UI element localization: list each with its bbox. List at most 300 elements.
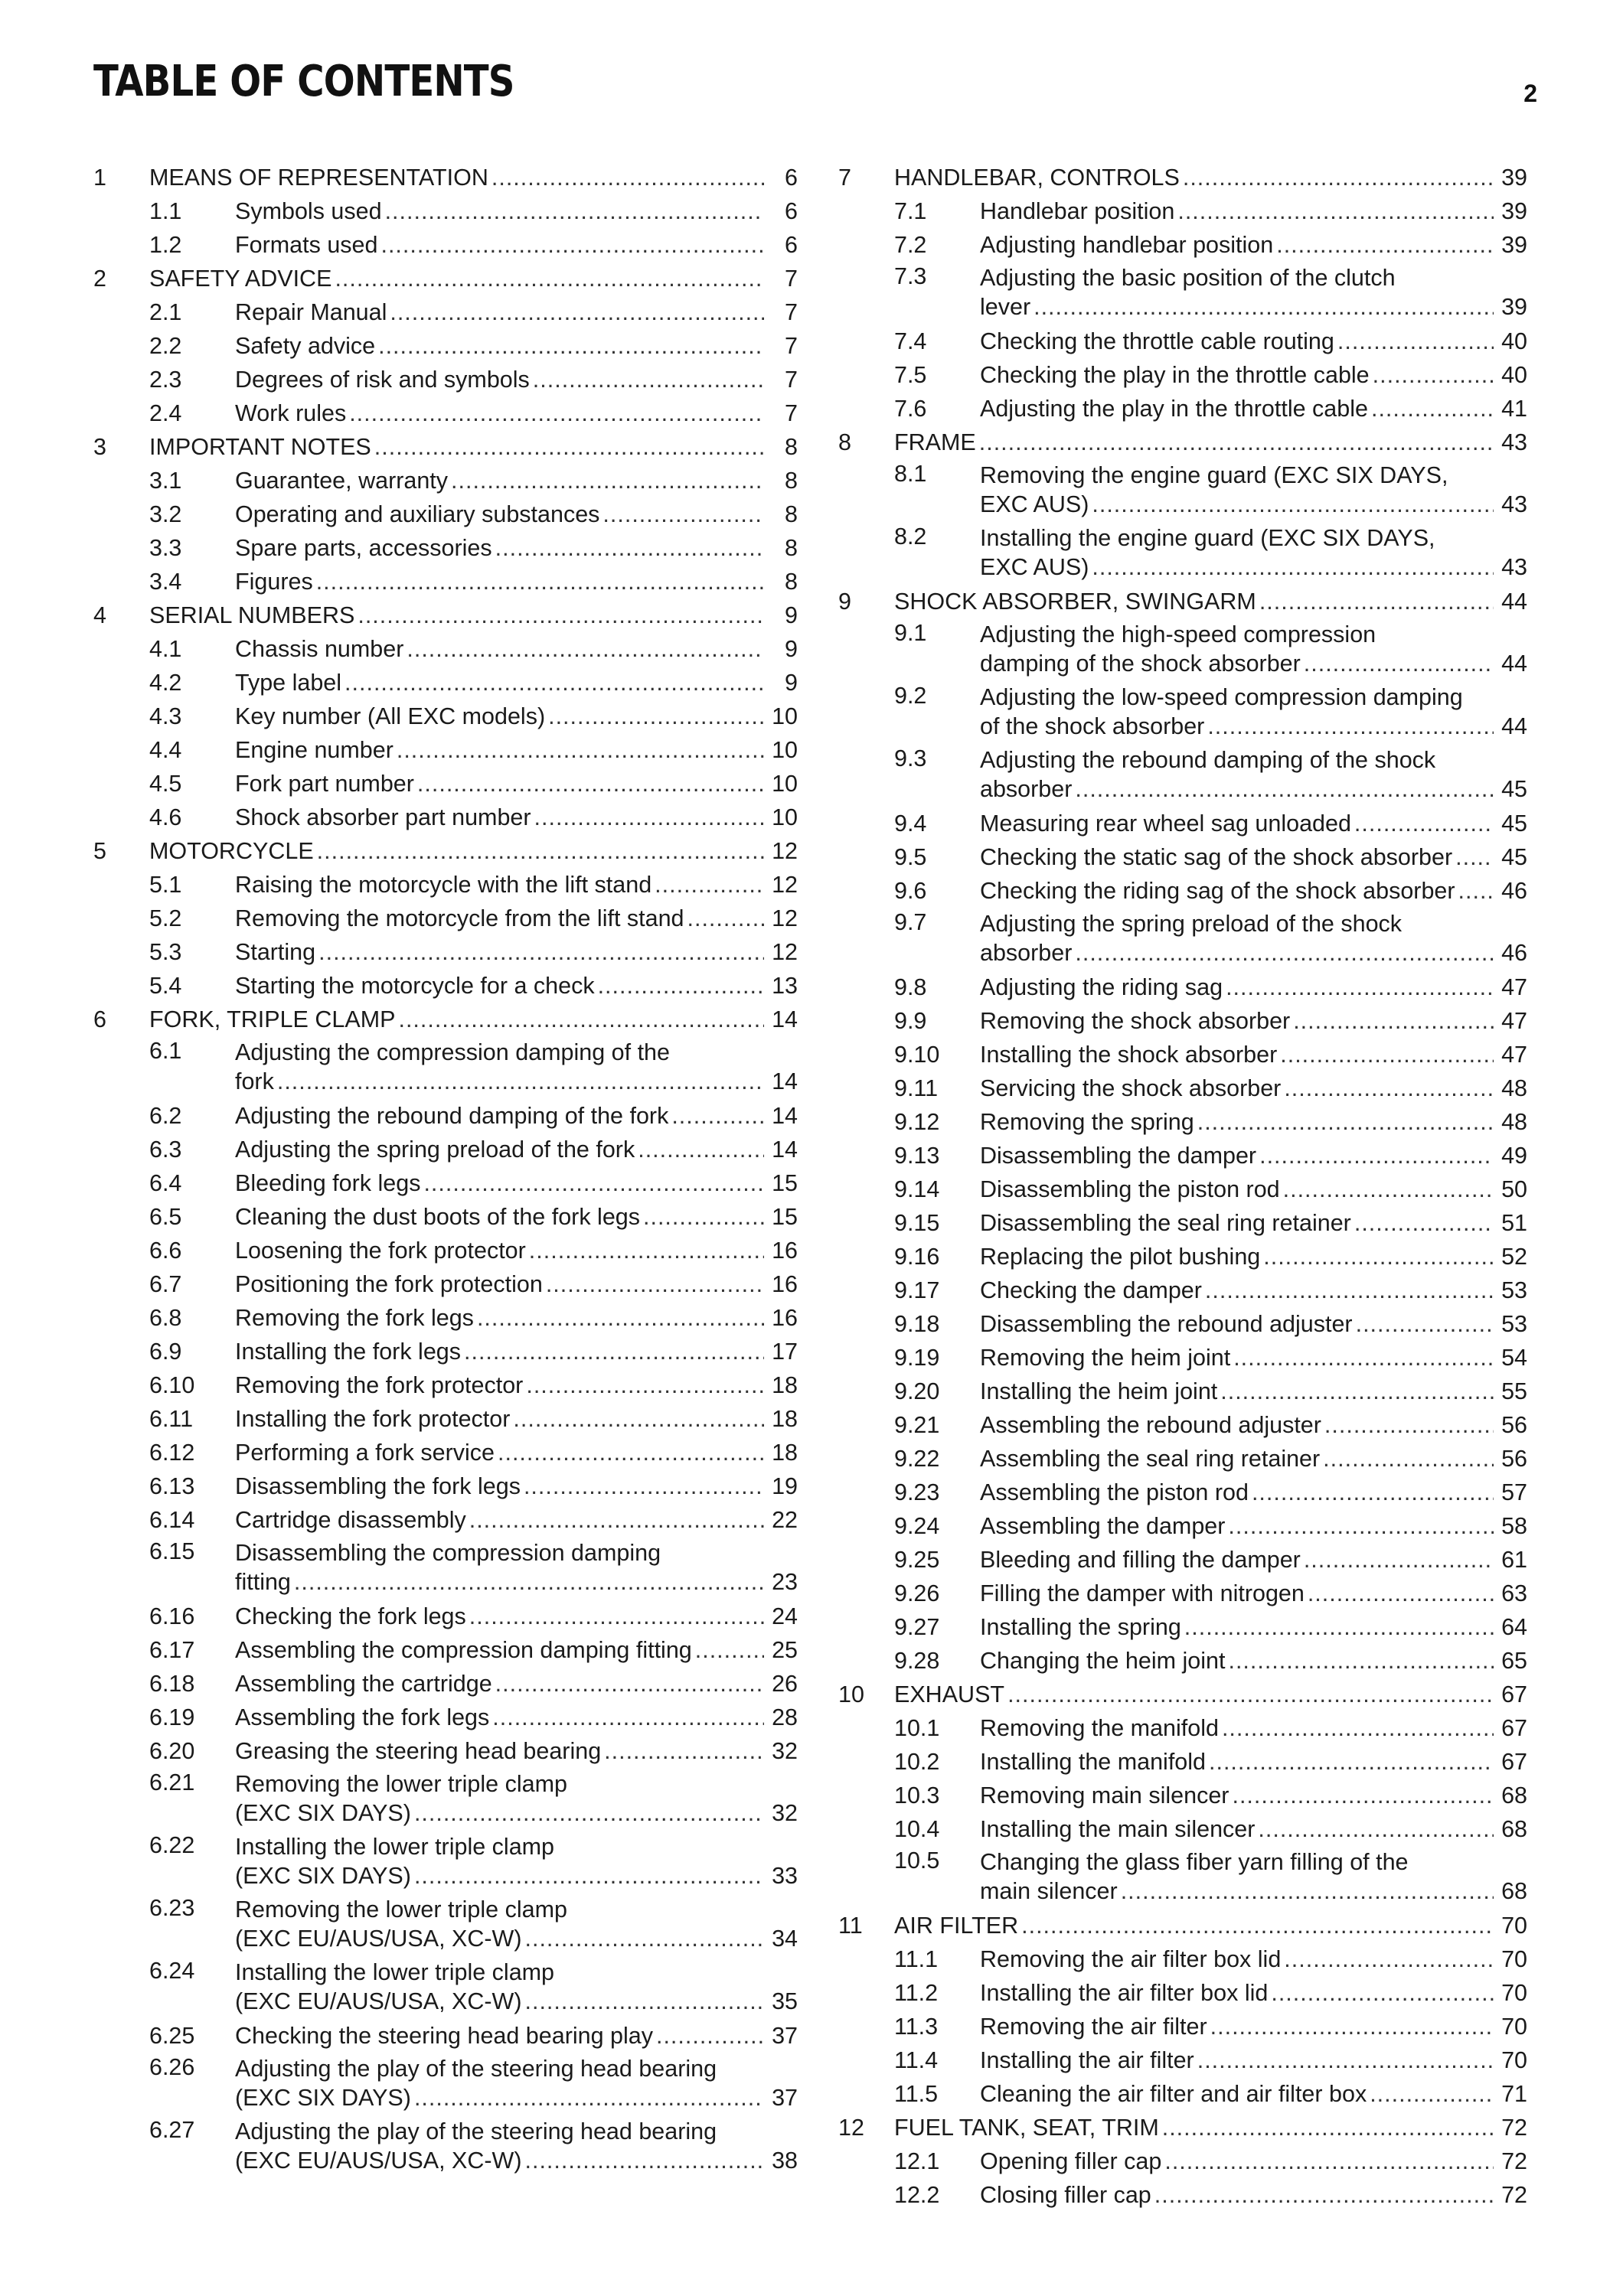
toc-entry-title: Fork part number <box>235 771 414 797</box>
toc-entry-title: Bleeding fork legs <box>235 1170 421 1196</box>
toc-entry[interactable] <box>838 1071 1527 1105</box>
toc-entry-title: Adjusting the rebound damping of the fork <box>235 1103 669 1129</box>
dot-leader <box>1034 292 1494 321</box>
toc-entry[interactable] <box>93 700 798 733</box>
toc-entry-number: 3.4 <box>149 569 182 595</box>
toc-entry-number: 7.6 <box>894 396 927 422</box>
toc-entry[interactable] <box>93 733 798 767</box>
toc-entry-page: 53 <box>1501 1277 1527 1303</box>
dot-leader <box>1226 970 1494 1004</box>
toc-entry[interactable] <box>93 531 798 565</box>
toc-entry-number: 5 <box>93 838 106 864</box>
toc-entry[interactable] <box>93 464 798 497</box>
toc-entry[interactable] <box>838 1172 1527 1206</box>
dot-leader <box>451 464 764 497</box>
toc-entry[interactable] <box>838 1476 1527 1509</box>
toc-entry[interactable] <box>93 329 798 363</box>
toc-entry[interactable] <box>93 1734 798 1768</box>
toc-entry-number: 12.2 <box>894 2182 940 2208</box>
dot-leader <box>380 228 764 262</box>
toc-entry[interactable] <box>93 1956 798 2019</box>
dot-leader <box>534 801 764 834</box>
toc-entry[interactable] <box>93 1831 798 1893</box>
toc-entry-page: 56 <box>1501 1446 1527 1472</box>
toc-entry[interactable] <box>838 1745 1527 1779</box>
toc-entry[interactable] <box>93 1267 798 1301</box>
toc-entry[interactable] <box>93 1701 798 1734</box>
dot-leader <box>656 2019 764 2053</box>
toc-entry[interactable] <box>93 902 798 935</box>
page-number: 2 <box>1523 80 1537 107</box>
toc-entry-page: 65 <box>1501 1648 1527 1674</box>
toc-entry[interactable] <box>93 1335 798 1368</box>
toc-entry[interactable] <box>93 262 798 295</box>
toc-entry-title: Shock absorber part number <box>235 804 531 830</box>
toc-entry[interactable] <box>838 1509 1527 1543</box>
toc-entry-title: Installing the fork protector <box>235 1406 511 1432</box>
toc-entry-title: fork <box>235 1068 274 1094</box>
dot-leader <box>1209 1745 1494 1779</box>
toc-entry[interactable] <box>93 295 798 329</box>
toc-entry-number: 9.25 <box>894 1547 940 1573</box>
toc-entry[interactable] <box>93 2053 798 2115</box>
toc-entry-title: Adjusting the high-speed compression <box>980 621 1376 647</box>
toc-entry[interactable] <box>838 228 1527 262</box>
toc-entry-number: 3.3 <box>149 535 182 561</box>
toc-entry[interactable] <box>93 228 798 262</box>
toc-entry-page: 7 <box>785 299 798 325</box>
toc-entry-page: 26 <box>772 1671 798 1697</box>
toc-entry-title: Degrees of risk and symbols <box>235 367 530 393</box>
toc-entry-page: 9 <box>785 670 798 696</box>
toc-entry-title: Adjusting the riding sag <box>980 974 1223 1000</box>
toc-entry-number: 9.2 <box>894 683 927 709</box>
toc-entry-page: 19 <box>772 1473 798 1499</box>
toc-entry[interactable] <box>838 392 1527 426</box>
toc-entry-title: SAFETY ADVICE <box>149 266 332 292</box>
toc-entry-title: Assembling the compression damping fitting <box>235 1637 692 1663</box>
dot-leader <box>1177 194 1494 228</box>
toc-entry-number: 6.17 <box>149 1637 195 1663</box>
dot-leader <box>1222 1711 1494 1745</box>
toc-entry-title: Greasing the steering head bearing <box>235 1738 602 1764</box>
toc-entry-page: 16 <box>772 1305 798 1331</box>
toc-entry[interactable] <box>93 1003 798 1036</box>
toc-entry[interactable] <box>838 2077 1527 2111</box>
toc-entry[interactable] <box>93 598 798 632</box>
toc-entry-title: Assembling the seal ring retainer <box>980 1446 1321 1472</box>
toc-entry-title: Removing the lower triple clamp <box>235 1771 567 1797</box>
toc-entry[interactable] <box>838 681 1527 744</box>
toc-entry-title: (EXC EU/AUS/USA, XC-W) <box>235 1988 522 2014</box>
toc-entry-page: 57 <box>1501 1479 1527 1505</box>
toc-entry-title: Operating and auxiliary substances <box>235 501 600 527</box>
toc-entry-number: 9.18 <box>894 1311 940 1337</box>
toc-entry-title: Cartridge disassembly <box>235 1507 466 1533</box>
toc-entry[interactable] <box>838 1341 1527 1375</box>
dot-leader <box>1283 1172 1494 1206</box>
toc-entry-page: 45 <box>1501 844 1527 870</box>
toc-entry[interactable] <box>93 632 798 666</box>
toc-entry[interactable] <box>838 1711 1527 1745</box>
toc-entry[interactable] <box>93 194 798 228</box>
toc-entry-number: 9.7 <box>894 909 927 935</box>
dot-leader <box>1337 325 1494 358</box>
toc-entry[interactable] <box>93 363 798 396</box>
toc-entry[interactable] <box>838 459 1527 522</box>
toc-entry-page: 7 <box>785 266 798 292</box>
toc-entry-number: 7.5 <box>894 362 927 388</box>
toc-entry[interactable] <box>93 666 798 700</box>
toc-entry-page: 34 <box>772 1926 798 1952</box>
toc-entry-number: 9.1 <box>894 620 927 646</box>
toc-entry[interactable] <box>838 1976 1527 2010</box>
toc-entry-title: Bleeding and filling the damper <box>980 1547 1301 1573</box>
toc-entry[interactable] <box>93 868 798 902</box>
toc-entry-number: 6.24 <box>149 1958 195 1984</box>
toc-entry-title: Key number (All EXC models) <box>235 703 546 729</box>
toc-entry[interactable] <box>838 1678 1527 1711</box>
toc-entry-page: 8 <box>785 535 798 561</box>
toc-entry-number: 11.3 <box>894 2014 939 2040</box>
dot-leader <box>417 767 764 801</box>
toc-entry-page: 70 <box>1501 2047 1527 2073</box>
toc-entry-number: 5.3 <box>149 939 182 965</box>
toc-entry-number: 6.25 <box>149 2023 195 2049</box>
toc-entry[interactable] <box>93 1667 798 1701</box>
toc-entry[interactable] <box>838 2043 1527 2077</box>
toc-entry[interactable] <box>838 262 1527 325</box>
toc-entry[interactable] <box>838 2178 1527 2212</box>
toc-entry[interactable] <box>838 522 1527 585</box>
dot-leader <box>671 1099 764 1133</box>
toc-entry-title: Removing the fork protector <box>235 1372 524 1398</box>
toc-entry-title: Removing the air filter box lid <box>980 1946 1282 1972</box>
toc-entry[interactable] <box>93 1036 798 1099</box>
toc-entry[interactable] <box>93 1768 798 1831</box>
toc-entry-number: 6 <box>93 1006 106 1032</box>
toc-entry-page: 18 <box>772 1406 798 1432</box>
dot-leader <box>385 194 764 228</box>
toc-entry-page: 8 <box>785 434 798 460</box>
toc-entry-title: Work rules <box>235 400 347 426</box>
toc-entry-title: Removing the fork legs <box>235 1305 474 1331</box>
dot-leader <box>345 666 764 700</box>
toc-entry-title: fitting <box>235 1569 291 1595</box>
toc-entry-number: 9.4 <box>894 810 927 837</box>
toc-entry-page: 35 <box>772 1988 798 2014</box>
toc-entry[interactable] <box>838 1139 1527 1172</box>
toc-entry[interactable] <box>93 1893 798 1956</box>
toc-entry[interactable] <box>838 1812 1527 1846</box>
toc-entry-title: lever <box>980 294 1031 320</box>
toc-entry[interactable] <box>93 430 798 464</box>
toc-entry-title: damping of the shock absorber <box>980 651 1301 677</box>
toc-entry-number: 9.8 <box>894 974 927 1000</box>
toc-entry-title: Spare parts, accessories <box>235 535 492 561</box>
toc-entry-title: Disassembling the fork legs <box>235 1473 521 1499</box>
toc-entry-title: Engine number <box>235 737 394 763</box>
toc-entry-number: 9.10 <box>894 1042 940 1068</box>
toc-entry[interactable] <box>93 1200 798 1234</box>
toc-entry-page: 67 <box>1501 1715 1527 1741</box>
toc-entry[interactable] <box>838 874 1527 908</box>
toc-entry-title: Installing the shock absorber <box>980 1042 1278 1068</box>
toc-entry[interactable] <box>93 1537 798 1600</box>
dot-leader <box>979 426 1494 459</box>
dot-leader <box>335 262 764 295</box>
toc-entry[interactable] <box>838 1644 1527 1678</box>
dot-leader <box>1304 1543 1494 1577</box>
dot-leader <box>1197 1105 1494 1139</box>
toc-entry-page: 28 <box>772 1704 798 1730</box>
toc-entry[interactable] <box>838 1779 1527 1812</box>
toc-entry-title: Servicing the shock absorber <box>980 1075 1282 1101</box>
toc-entry[interactable] <box>93 1099 798 1133</box>
toc-entry-number: 9.16 <box>894 1244 940 1270</box>
toc-entry-title: Adjusting the spring preload of the shock <box>980 911 1403 937</box>
toc-entry-title: Guarantee, warranty <box>235 468 449 494</box>
dot-leader <box>1271 1976 1494 2010</box>
dot-leader <box>414 1799 764 1828</box>
toc-entry-title: Checking the static sag of the shock absorber <box>980 844 1453 870</box>
toc-entry[interactable] <box>838 585 1527 618</box>
toc-entry[interactable] <box>838 1942 1527 1976</box>
toc-entry[interactable] <box>838 1240 1527 1274</box>
dot-leader <box>1228 1509 1494 1543</box>
toc-entry-number: 1.2 <box>149 232 182 258</box>
dot-leader <box>1258 1812 1494 1846</box>
toc-entry-number: 6.1 <box>149 1038 182 1064</box>
toc-entry-title: Assembling the rebound adjuster <box>980 1412 1321 1438</box>
toc-entry[interactable] <box>838 426 1527 459</box>
toc-entry[interactable] <box>838 2144 1527 2178</box>
toc-entry-number: 6.14 <box>149 1507 195 1533</box>
toc-entry-page: 7 <box>785 400 798 426</box>
toc-entry-title: FUEL TANK, SEAT, TRIM <box>894 2115 1159 2141</box>
toc-entry-title: Installing the lower triple clamp <box>235 1834 555 1860</box>
toc-entry-title: Disassembling the piston rod <box>980 1176 1280 1202</box>
toc-entry[interactable] <box>838 1442 1527 1476</box>
dot-leader <box>1228 1644 1494 1678</box>
toc-entry-number: 9.26 <box>894 1580 940 1606</box>
toc-entry[interactable] <box>93 161 798 194</box>
toc-entry-number: 2 <box>93 266 106 292</box>
toc-entry[interactable] <box>838 2111 1527 2144</box>
toc-entry[interactable] <box>838 1408 1527 1442</box>
toc-entry[interactable] <box>93 1368 798 1402</box>
toc-entry-page: 15 <box>772 1170 798 1196</box>
dot-leader <box>598 969 764 1003</box>
toc-entry-page: 70 <box>1501 2014 1527 2040</box>
toc-entry[interactable] <box>838 161 1527 194</box>
dot-leader <box>1280 1038 1494 1071</box>
toc-entry-title: Adjusting the spring preload of the fork <box>235 1137 635 1163</box>
toc-entry-page: 44 <box>1501 589 1527 615</box>
toc-entry-page: 48 <box>1501 1075 1527 1101</box>
page-title: TABLE OF CONTENTS <box>93 57 514 106</box>
toc-entry-title: Removing the engine guard (EXC SIX DAYS, <box>980 462 1448 488</box>
toc-entry-title: Chassis number <box>235 636 404 662</box>
toc-entry[interactable] <box>93 1600 798 1633</box>
toc-entry-page: 10 <box>772 737 798 763</box>
toc-entry[interactable] <box>93 1436 798 1469</box>
toc-entry[interactable] <box>838 840 1527 874</box>
toc-entry-title: Assembling the damper <box>980 1513 1226 1539</box>
toc-entry[interactable] <box>93 497 798 531</box>
toc-entry[interactable] <box>93 834 798 868</box>
toc-entry-page: 23 <box>772 1569 798 1595</box>
dot-leader <box>1205 1274 1494 1307</box>
toc-entry-title: FRAME <box>894 429 976 455</box>
toc-entry-number: 11.1 <box>894 1946 939 1972</box>
dot-leader <box>533 363 764 396</box>
toc-entry-number: 4 <box>93 602 106 628</box>
toc-entry[interactable] <box>838 1004 1527 1038</box>
toc-entry[interactable] <box>838 970 1527 1004</box>
toc-entry-number: 7.2 <box>894 232 927 258</box>
toc-entry-title: Disassembling the compression damping <box>235 1540 661 1566</box>
toc-entry[interactable] <box>838 1543 1527 1577</box>
toc-entry-number: 12.1 <box>894 2148 940 2174</box>
toc-entry-page: 43 <box>1501 491 1527 517</box>
toc-entry-title: Performing a fork service <box>235 1440 495 1466</box>
toc-entry-page: 61 <box>1501 1547 1527 1573</box>
toc-entry-page: 12 <box>772 905 798 931</box>
toc-entry-title: Changing the glass fiber yarn filling of the <box>980 1849 1409 1875</box>
toc-entry-number: 2.4 <box>149 400 182 426</box>
toc-entry-number: 4.1 <box>149 636 182 662</box>
toc-entry-number: 9.14 <box>894 1176 940 1202</box>
toc-entry-number: 8.2 <box>894 523 927 550</box>
toc-entry-page: 63 <box>1501 1580 1527 1606</box>
toc-column-left <box>93 161 798 2178</box>
toc-entry-page: 7 <box>785 333 798 359</box>
toc-entry[interactable] <box>838 1105 1527 1139</box>
toc-entry-number: 9.17 <box>894 1277 940 1303</box>
toc-entry-title: Installing the spring <box>980 1614 1181 1640</box>
toc-entry[interactable] <box>93 935 798 969</box>
toc-entry-title: Installing the heim joint <box>980 1378 1218 1404</box>
toc-entry-number: 2.3 <box>149 367 182 393</box>
toc-entry-title: (EXC SIX DAYS) <box>235 2085 411 2111</box>
toc-entry[interactable] <box>838 1909 1527 1942</box>
toc-entry[interactable] <box>838 2010 1527 2043</box>
toc-entry-page: 14 <box>772 1103 798 1129</box>
toc-entry-page: 8 <box>785 569 798 595</box>
toc-entry[interactable] <box>93 2115 798 2178</box>
toc-entry[interactable] <box>93 1633 798 1667</box>
toc-entry[interactable] <box>838 807 1527 840</box>
toc-entry-page: 47 <box>1501 1008 1527 1034</box>
toc-entry[interactable] <box>838 194 1527 228</box>
toc-entry-number: 9.20 <box>894 1378 940 1404</box>
toc-entry[interactable] <box>93 565 798 598</box>
toc-entry-title: Changing the heim joint <box>980 1648 1226 1674</box>
toc-entry-page: 40 <box>1501 362 1527 388</box>
toc-entry[interactable] <box>93 1301 798 1335</box>
toc-entry[interactable] <box>838 325 1527 358</box>
toc-entry[interactable] <box>93 1503 798 1537</box>
toc-entry-number: 7.1 <box>894 198 927 224</box>
toc-entry-title: Filling the damper with nitrogen <box>980 1580 1305 1606</box>
toc-entry-title: Raising the motorcycle with the lift stand <box>235 872 652 898</box>
toc-entry-page: 49 <box>1501 1143 1527 1169</box>
toc-entry[interactable] <box>93 1166 798 1200</box>
dot-leader <box>1007 1678 1494 1711</box>
toc-entry[interactable] <box>838 1274 1527 1307</box>
dot-leader <box>1154 2178 1494 2212</box>
toc-entry[interactable] <box>838 618 1527 681</box>
toc-entry[interactable] <box>838 1206 1527 1240</box>
toc-entry[interactable] <box>93 1469 798 1503</box>
toc-entry-number: 3.1 <box>149 468 182 494</box>
toc-entry[interactable] <box>93 2019 798 2053</box>
toc-entry-title: Adjusting handlebar position <box>980 232 1274 258</box>
toc-entry-page: 64 <box>1501 1614 1527 1640</box>
toc-entry-title: IMPORTANT NOTES <box>149 434 371 460</box>
toc-entry[interactable] <box>838 1375 1527 1408</box>
toc-entry[interactable] <box>838 1307 1527 1341</box>
dot-leader <box>277 1067 764 1096</box>
toc-entry[interactable] <box>93 969 798 1003</box>
toc-entry-page: 8 <box>785 501 798 527</box>
dot-leader <box>495 1667 764 1701</box>
dot-leader <box>529 1234 764 1267</box>
toc-entry-page: 67 <box>1501 1681 1527 1707</box>
toc-entry-title: Adjusting the low-speed compression damping <box>980 684 1463 710</box>
toc-entry-page: 43 <box>1501 429 1527 455</box>
toc-entry-page: 39 <box>1501 232 1527 258</box>
toc-entry[interactable] <box>838 358 1527 392</box>
toc-entry[interactable] <box>838 744 1527 807</box>
toc-entry-number: 6.9 <box>149 1339 182 1365</box>
toc-entry-page: 39 <box>1501 198 1527 224</box>
toc-entry-number: 10.4 <box>894 1816 940 1842</box>
toc-entry-number: 6.3 <box>149 1137 182 1163</box>
toc-entry[interactable] <box>93 1402 798 1436</box>
toc-entry-title: Checking the steering head bearing play <box>235 2023 653 2049</box>
dot-leader <box>526 1368 764 1402</box>
toc-entry-title: Handlebar position <box>980 198 1175 224</box>
toc-entry-number: 6.11 <box>149 1406 194 1432</box>
toc-entry[interactable] <box>838 908 1527 970</box>
dot-leader <box>1021 1909 1494 1942</box>
dot-leader <box>1092 490 1494 519</box>
toc-entry[interactable] <box>838 1038 1527 1071</box>
dot-leader <box>1373 358 1494 392</box>
toc-entry[interactable] <box>838 1610 1527 1644</box>
dot-leader <box>1252 1476 1494 1509</box>
toc-entry-title: Assembling the fork legs <box>235 1704 490 1730</box>
toc-entry-title: main silencer <box>980 1878 1118 1904</box>
toc-entry[interactable] <box>93 396 798 430</box>
toc-entry[interactable] <box>838 1577 1527 1610</box>
toc-entry[interactable] <box>93 1234 798 1267</box>
toc-entry-number: 6.10 <box>149 1372 195 1398</box>
toc-entry-title: absorber <box>980 940 1073 966</box>
toc-entry-title: Replacing the pilot bushing <box>980 1244 1261 1270</box>
toc-entry-number: 9.3 <box>894 745 927 771</box>
toc-entry[interactable] <box>838 1846 1527 1909</box>
toc-entry-title: FORK, TRIPLE CLAMP <box>149 1006 396 1032</box>
toc-entry[interactable] <box>93 1133 798 1166</box>
dot-leader <box>1284 1942 1494 1976</box>
toc-entry[interactable] <box>93 767 798 801</box>
dot-leader <box>655 868 764 902</box>
toc-entry[interactable] <box>93 801 798 834</box>
toc-entry-number: 1 <box>93 165 106 191</box>
